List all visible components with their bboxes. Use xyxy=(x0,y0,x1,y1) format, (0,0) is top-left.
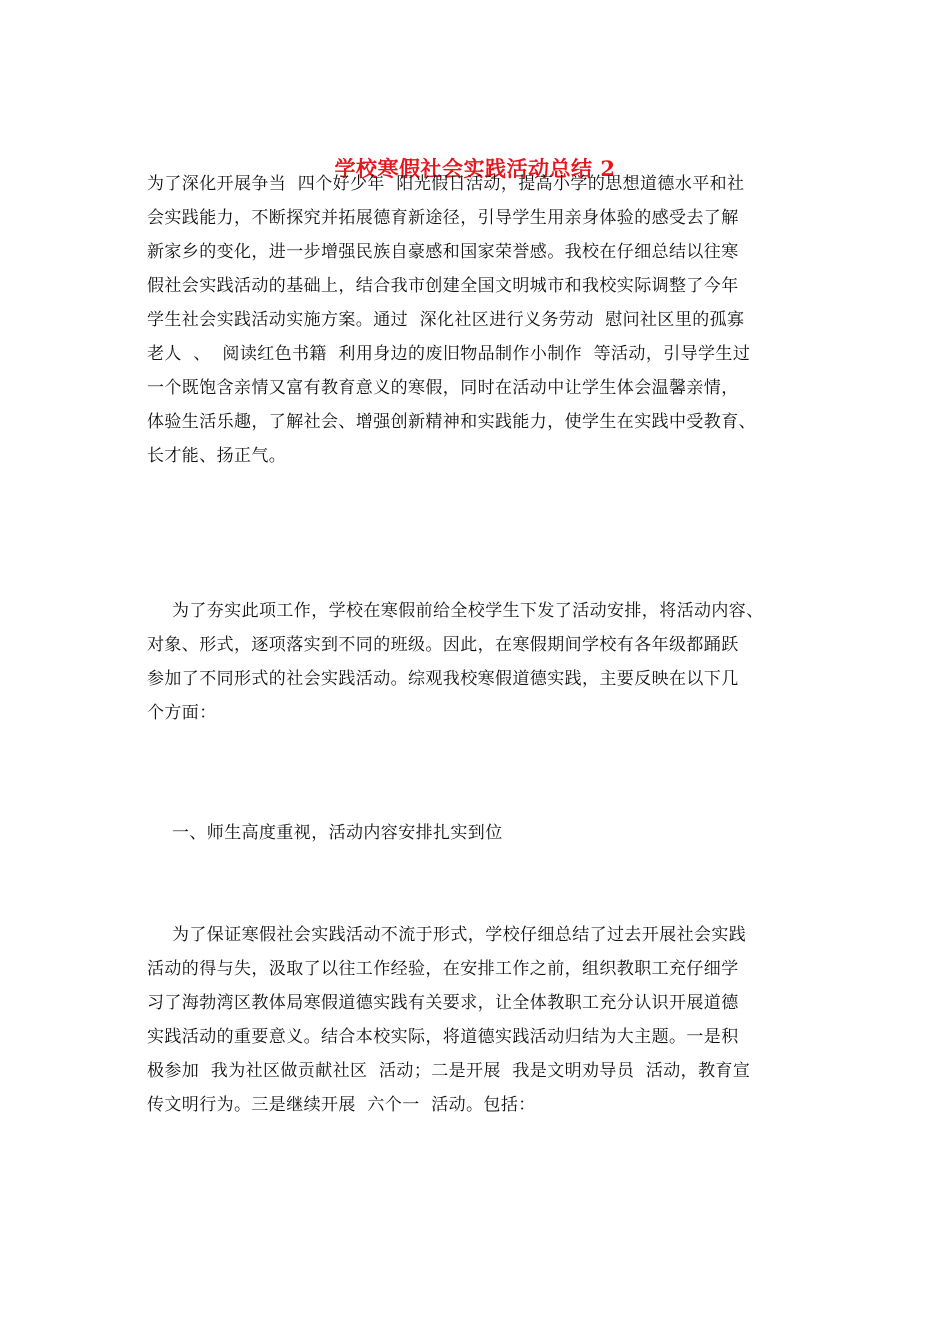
text-line: 为了深化开展争当 四个好少年 阳光假日活动，提高小学的思想道德水平和社 xyxy=(147,174,745,194)
text-line: 活动的得与失，汲取了以往工作经验，在安排工作之前，组织教职工充仔细学 xyxy=(147,959,739,979)
text-line: 假社会实践活动的基础上，结合我市创建全国文明城市和我校实际调整了今年 xyxy=(147,276,739,296)
text-line: 新家乡的变化，进一步增强民族自豪感和国家荣誉感。我校在仔细总结以往寒 xyxy=(147,242,739,262)
text-line: 会实践能力，不断探究并拓展德育新途径，引导学生用亲身体验的感受去了解 xyxy=(147,208,739,228)
text-line: 一个既饱含亲情又富有教育意义的寒假，同时在活动中让学生体会温馨亲情， xyxy=(147,378,739,398)
text-line: 个方面： xyxy=(147,703,217,723)
text-line: 长才能、扬正气。 xyxy=(147,446,287,466)
text-line: 参加了不同形式的社会实践活动。综观我校寒假道德实践，主要反映在以下几 xyxy=(147,669,739,689)
text-line: 习了海勃湾区教体局寒假道德实践有关要求，让全体教职工充分认识开展道德 xyxy=(147,993,739,1013)
text-line: 体验生活乐趣，了解社会、增强创新精神和实践能力，使学生在实践中受教育、 xyxy=(147,412,756,432)
text-line: 为了夯实此项工作，学校在寒假前给全校学生下发了活动安排，将活动内容、 xyxy=(172,601,764,621)
text-line: 对象、形式，逐项落实到不同的班级。因此，在寒假期间学校有各年级都踊跃 xyxy=(147,635,739,655)
text-line: 为了保证寒假社会实践活动不流于形式，学校仔细总结了过去开展社会实践 xyxy=(172,925,747,945)
document-title: 学校寒假社会实践活动总结 2 xyxy=(334,156,616,181)
section-heading: 一、师生高度重视，活动内容安排扎实到位 xyxy=(172,823,503,843)
text-line: 实践活动的重要意义。结合本校实际，将道德实践活动归结为大主题。一是积 xyxy=(147,1027,739,1047)
text-line: 学生社会实践活动实施方案。通过 深化社区进行义务劳动 慰问社区里的孤寡 xyxy=(147,310,745,330)
text-line: 传文明行为。三是继续开展 六个一 活动。包括： xyxy=(147,1095,536,1115)
text-line: 极参加 我为社区做贡献社区 活动；二是开展 我是文明劝导员 活动，教育宣 xyxy=(147,1061,751,1081)
text-line: 老人 、 阅读红色书籍 利用身边的废旧物品制作小制作 等活动，引导学生过 xyxy=(147,344,751,364)
